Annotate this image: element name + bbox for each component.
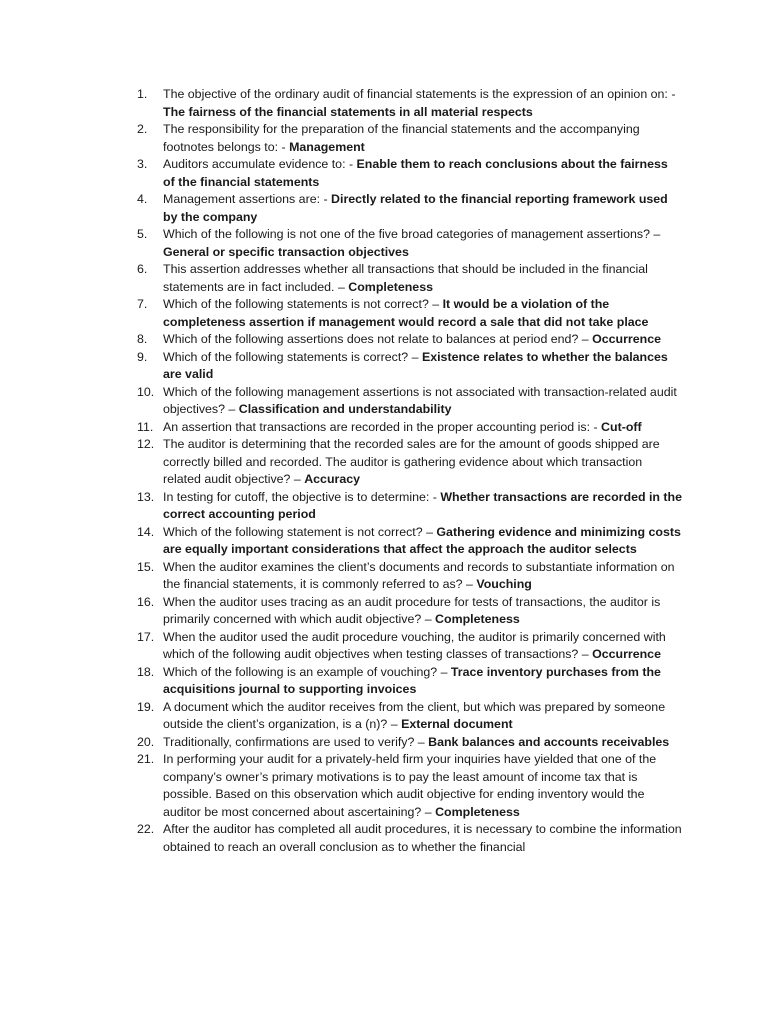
answer-text: Vouching bbox=[476, 577, 532, 591]
question-text: The objective of the ordinary audit of financial statements is the expression of an opinion on: - bbox=[163, 87, 676, 101]
question-item bbox=[137, 436, 682, 489]
question-number: 14. bbox=[137, 524, 155, 539]
question-text: Auditors accumulate evidence to: - bbox=[163, 157, 357, 171]
answer-text: Classification and understandability bbox=[238, 402, 452, 416]
question-item bbox=[137, 419, 682, 437]
answer-text: The fairness of the financial statements in all material respects bbox=[163, 104, 533, 119]
question-number: 3. bbox=[137, 157, 148, 171]
question-item bbox=[137, 629, 682, 664]
question-number: 13. bbox=[137, 489, 155, 504]
question-text: Which of the following is not one of the five broad categories of management assertions? – bbox=[163, 227, 661, 241]
question-text: A document which the auditor receives from the client, but which was prepared by someone outside the client’s organization, is a (n)? – bbox=[163, 699, 666, 731]
answer-text: Directly related to the financial reporting framework used by the company bbox=[163, 192, 668, 224]
answer-text: It would be a violation of the completeness assertion if management would record a sale that did not take place bbox=[163, 297, 649, 329]
question-item bbox=[137, 121, 682, 156]
answer-text: Gathering evidence and minimizing costs are equally important considerations that affect the approach the auditor selects bbox=[163, 524, 681, 556]
question-text: Which of the following statement is not correct? – bbox=[163, 524, 437, 539]
question-text: When the auditor used the audit procedure vouching, the auditor is primarily concerned with which of the following audit objectives when testing classes of transactions? – bbox=[163, 629, 666, 661]
question-number: 20. bbox=[137, 734, 155, 749]
question-number: 1. bbox=[137, 87, 148, 101]
answer-text: Existence relates to whether the balances are valid bbox=[163, 349, 668, 381]
question-number: 10. bbox=[137, 384, 155, 399]
question-item bbox=[137, 489, 682, 524]
answer-text: Occurrence bbox=[592, 647, 661, 661]
question-item bbox=[137, 191, 682, 226]
answer-text: Occurrence bbox=[592, 332, 661, 346]
question-number: 5. bbox=[137, 227, 148, 241]
question-text: When the auditor examines the client’s documents and records to substantiate information on the financial statements, it is commonly referred to as? – bbox=[163, 559, 675, 591]
question-item bbox=[137, 349, 682, 384]
question-text: The auditor is determining that the recorded sales are for the amount of goods shipped are correctly billed and recorded. The auditor is gathering evidence about which transaction related audit objective? – bbox=[163, 437, 660, 486]
answer-text: Whether transactions are recorded in the correct accounting period bbox=[163, 489, 683, 521]
question-text: Which of the following management assertions is not associated with transaction-related audit objectives? – bbox=[163, 384, 677, 416]
question-item bbox=[137, 226, 682, 261]
answer-text: External document bbox=[401, 717, 513, 731]
question-number: 7. bbox=[137, 297, 148, 311]
question-number: 12. bbox=[137, 437, 155, 451]
question-number: 16. bbox=[137, 594, 155, 609]
question-number: 17. bbox=[137, 629, 155, 644]
answer-text: Trace inventory purchases from the acquisitions journal to supporting invoices bbox=[163, 664, 661, 696]
question-text: Which of the following statements is correct? – bbox=[163, 349, 422, 364]
question-number: 21. bbox=[137, 752, 155, 766]
question-item bbox=[137, 524, 682, 559]
answer-text: Completeness bbox=[435, 612, 520, 626]
question-item bbox=[137, 296, 682, 331]
question-text: Traditionally, confirmations are used to verify? – bbox=[163, 734, 429, 749]
question-text: Which of the following statements is not correct? – bbox=[163, 297, 443, 311]
question-text: After the auditor has completed all audit procedures, it is necessary to combine the information obtained to reach an overall conclusion as to whether the financial bbox=[163, 822, 682, 854]
question-text: In performing your audit for a privately-held firm your inquiries have yielded that one of the company’s owner’s primary motivations is to pay the least amount of income tax that is possible. Based on this observation which audit objective for ending inventory would the auditor be most concerned about ascertaining? – bbox=[163, 752, 657, 819]
question-number: 4. bbox=[137, 192, 148, 206]
question-item bbox=[137, 751, 682, 821]
answer-text: Accuracy bbox=[304, 472, 361, 486]
question-number: 18. bbox=[137, 664, 155, 679]
answer-text: Completeness bbox=[348, 279, 433, 294]
question-item bbox=[137, 594, 682, 629]
question-text: When the auditor uses tracing as an audit procedure for tests of transactions, the auditor is primarily concerned with which audit objective? – bbox=[163, 594, 661, 626]
question-text: This assertion addresses whether all transactions that should be included in the financial statements are in fact included. – bbox=[163, 262, 648, 294]
answer-text: Cut-off bbox=[601, 419, 642, 434]
question-number: 22. bbox=[137, 822, 155, 836]
question-item bbox=[137, 331, 682, 349]
question-item bbox=[137, 821, 682, 856]
answer-text: Completeness bbox=[435, 804, 520, 819]
question-text: The responsibility for the preparation of the financial statements and the accompanying footnotes belongs to: - bbox=[163, 122, 640, 154]
question-item bbox=[137, 86, 682, 121]
question-item bbox=[137, 734, 682, 752]
question-item bbox=[137, 559, 682, 594]
question-number: 19. bbox=[137, 699, 155, 714]
question-item bbox=[137, 384, 682, 419]
question-item bbox=[137, 261, 682, 296]
question-item bbox=[137, 156, 682, 191]
question-text: Management assertions are: - bbox=[163, 192, 332, 206]
question-text: Which of the following is an example of vouching? – bbox=[163, 664, 451, 679]
question-number: 2. bbox=[137, 122, 148, 136]
question-number: 9. bbox=[137, 349, 148, 364]
question-number: 11. bbox=[137, 419, 154, 434]
question-number: 8. bbox=[137, 332, 148, 346]
question-item bbox=[137, 664, 682, 699]
question-number: 15. bbox=[137, 559, 155, 574]
answer-text: Enable them to reach conclusions about the fairness of the financial statements bbox=[163, 157, 668, 189]
question-list bbox=[137, 86, 682, 856]
question-item bbox=[137, 699, 682, 734]
question-text: An assertion that transactions are recorded in the proper accounting period is: - bbox=[163, 419, 602, 434]
question-text: In testing for cutoff, the objective is to determine: - bbox=[163, 489, 441, 504]
answer-text: General or specific transaction objectives bbox=[163, 244, 409, 259]
answer-text: Management bbox=[289, 139, 365, 154]
question-text: Which of the following assertions does not relate to balances at period end? – bbox=[163, 332, 593, 346]
answer-text: Bank balances and accounts receivables bbox=[428, 734, 670, 749]
question-number: 6. bbox=[137, 262, 148, 276]
